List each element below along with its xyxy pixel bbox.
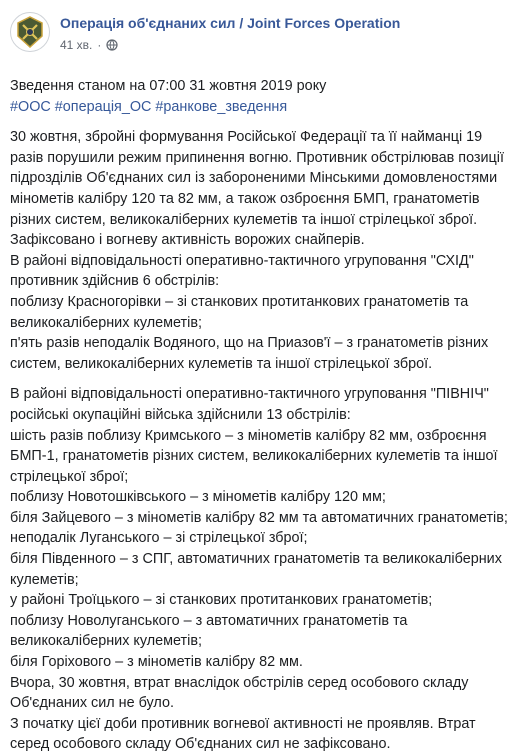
- post-header: [10, 12, 514, 60]
- paragraph-1: [10, 127, 514, 374]
- text-line: Зафіксовано і вогневу активність ворожих снайперів.: [10, 232, 365, 249]
- text-line: російські окупаційні війська здійснили 13 обстрілів:: [10, 406, 351, 423]
- text-line: п'ять разів неподалік Водяного, що на Приазов'ї – з гранатометів різних: [10, 335, 489, 352]
- text-line: біля Горіхового – з мінометів калібру 82 мм.: [10, 654, 303, 671]
- text-line: кулеметів;: [10, 571, 79, 588]
- text-line: неподалік Луганського – зі стрілецької зброї;: [10, 530, 308, 547]
- post-meta: [60, 14, 400, 52]
- separator-dot: ·: [97, 38, 102, 52]
- text-line: БМП-1, гранатометів різних систем, великокаліберних кулеметів та іншої: [10, 448, 498, 465]
- text-line: поблизу Красногорівки – зі станкових протитанкових гранатометів та: [10, 293, 469, 310]
- text-line: Об'єднаних сил не було.: [10, 695, 174, 712]
- text-line: стрілецької зброї;: [10, 468, 129, 485]
- hashtags: [10, 97, 514, 118]
- text-line: разів порушили режим припинення вогню. Противник обстрілював позиції: [10, 149, 504, 166]
- post-subline: [60, 38, 400, 52]
- text-line: 30 жовтня, збройні формування Російської Федерації та її найманці 19: [10, 129, 483, 146]
- text-line: В районі відповідальності оперативно-тактичного угруповання "ПІВНІЧ": [10, 386, 489, 403]
- hashtag-links[interactable]: #ООС #операція_ОС #ранкове_зведення: [10, 98, 288, 115]
- page-avatar[interactable]: [10, 12, 50, 52]
- post-body: [10, 76, 514, 755]
- report-title: Зведення станом на 07:00 31 жовтня 2019 року: [10, 78, 327, 94]
- page-name-link[interactable]: Операція об'єднаних сил / Joint Forces Operation: [60, 15, 401, 31]
- text-line: противник здійснив 6 обстрілів:: [10, 273, 220, 290]
- text-line: серед особового складу Об'єднаних сил не зафіксовано.: [10, 736, 391, 753]
- globe-icon[interactable]: [106, 39, 118, 51]
- text-line: великокаліберних кулеметів;: [10, 314, 202, 331]
- text-line: В районі відповідальності оперативно-тактичного угруповання "СХІД": [10, 252, 474, 269]
- text-line: шість разів поблизу Кримського – з мінометів калібру 82 мм, озброєння: [10, 427, 487, 444]
- text-line: З початку цієї доби противник вогневої активності не проявляв. Втрат: [10, 715, 476, 732]
- text-line: підрозділів Об'єднаних сил із забороненими Мінськими домовленостями: [10, 170, 498, 187]
- text-line: у районі Троїцького – зі станкових протитанкових гранатометів;: [10, 592, 433, 609]
- text-line: біля Південного – з СПГ, автоматичних гранатометів та великокаліберних: [10, 551, 502, 568]
- text-line: Вчора, 30 жовтня, втрат внаслідок обстрілів серед особового складу: [10, 674, 469, 691]
- text-line: великокаліберних кулеметів;: [10, 633, 202, 650]
- text-line: різних систем, великокаліберних кулеметів та іншої стрілецької зброї.: [10, 211, 478, 228]
- text-line: поблизу Новотошківського – з мінометів калібру 120 мм;: [10, 489, 386, 506]
- paragraph-2: [10, 384, 514, 755]
- joint-forces-emblem-icon: [12, 14, 48, 50]
- post-time-link[interactable]: 41 хв.: [60, 38, 93, 52]
- text-line: біля Зайцевого – з мінометів калібру 82 мм та автоматичних гранатометів;: [10, 509, 508, 526]
- text-line: мінометів калібру 120 та 82 мм, а також озброєння БМП, гранатометів: [10, 190, 480, 207]
- text-line: систем, великокаліберних кулеметів та іншої стрілецької зброї.: [10, 355, 433, 372]
- text-line: поблизу Новолуганського – з автоматичних гранатометів та: [10, 612, 408, 629]
